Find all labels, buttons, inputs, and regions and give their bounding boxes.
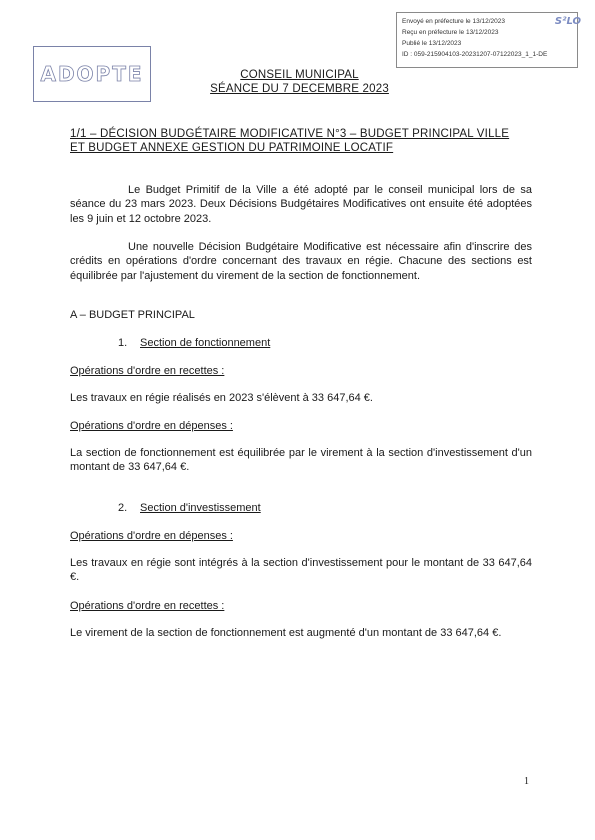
- published-line: [402, 38, 572, 49]
- intro-paragraph-2: Une nouvelle Décision Budgétaire Modificative est nécessaire afin d'inscrire des crédits en opérations d'ordre concernant des travaux en régie. Chacune des sections est équilibrée par l'ajustement du virement de la section de fonctionnement.: [70, 241, 532, 282]
- page-number: 1: [524, 776, 529, 787]
- s2low-logo: S²LO: [554, 16, 581, 27]
- section-title: Section d'investissement: [140, 502, 261, 514]
- intro-paragraph-1: Le Budget Primitif de la Ville a été adopté par le conseil municipal lors de sa séance du 23 mars 2023. Deux Décisions Budgétaires Modificatives ont ensuite été adoptées les 9 juin et 12 octobre 2023.: [70, 184, 532, 225]
- decision-title-line2: ET BUDGET ANNEXE GESTION DU PATRIMOINE LOCATIF: [70, 142, 394, 154]
- received-line: Reçu en préfecture le 13/12/2023: [402, 29, 499, 36]
- decision-title-line1: 1/1 – DÉCISION BUDGÉTAIRE MODIFICATIVE N°3 – BUDGET PRINCIPAL VILLE: [70, 128, 510, 140]
- section-number: 2.: [118, 502, 128, 514]
- fonct-depenses-heading: Opérations d'ordre en dépenses :: [70, 420, 233, 432]
- decision-title: [70, 127, 532, 155]
- fonct-recettes-text: Les travaux en régie réalisés en 2023 s'élèvent à 33 647,64 €.: [70, 392, 373, 404]
- published-date: 13/12/2023: [428, 40, 462, 47]
- section-title: Section de fonctionnement: [140, 337, 271, 349]
- sent-line: Envoyé en préfecture le 13/12/2023: [402, 18, 505, 25]
- id-line: ID : 059-215904103-20231207-07122023_1_1-DE: [402, 51, 548, 58]
- invest-depenses-heading: Opérations d'ordre en dépenses :: [70, 530, 233, 542]
- fonct-depenses-text: La section de fonctionnement est équilibrée par le virement à la section d'investissement d'un montant de 33 647,64 €.: [70, 447, 532, 474]
- invest-recettes-heading: Opérations d'ordre en recettes :: [70, 600, 225, 612]
- fonct-recettes-heading: Opérations d'ordre en recettes :: [70, 365, 225, 377]
- invest-depenses-text: Les travaux en régie sont intégrés à la section d'investissement pour le montant de 33 647,64 €.: [70, 557, 532, 584]
- section-number: 1.: [118, 337, 128, 349]
- document-header: [0, 68, 595, 96]
- council-title: CONSEIL MUNICIPAL: [240, 69, 359, 81]
- invest-recettes-text: Le virement de la section de fonctionnement est augmenté d'un montant de 33 647,64 €.: [70, 627, 502, 639]
- budget-principal-heading: A – BUDGET PRINCIPAL: [70, 309, 195, 321]
- published-label: Publié le: [402, 40, 427, 47]
- prefecture-receipt-box: [396, 12, 578, 68]
- section-fonctionnement-heading: [118, 337, 270, 349]
- session-date: SÉANCE DU 7 DECEMBRE 2023: [210, 83, 389, 95]
- section-investissement-heading: [118, 502, 261, 514]
- stamp-text: ADOPTE: [40, 62, 144, 86]
